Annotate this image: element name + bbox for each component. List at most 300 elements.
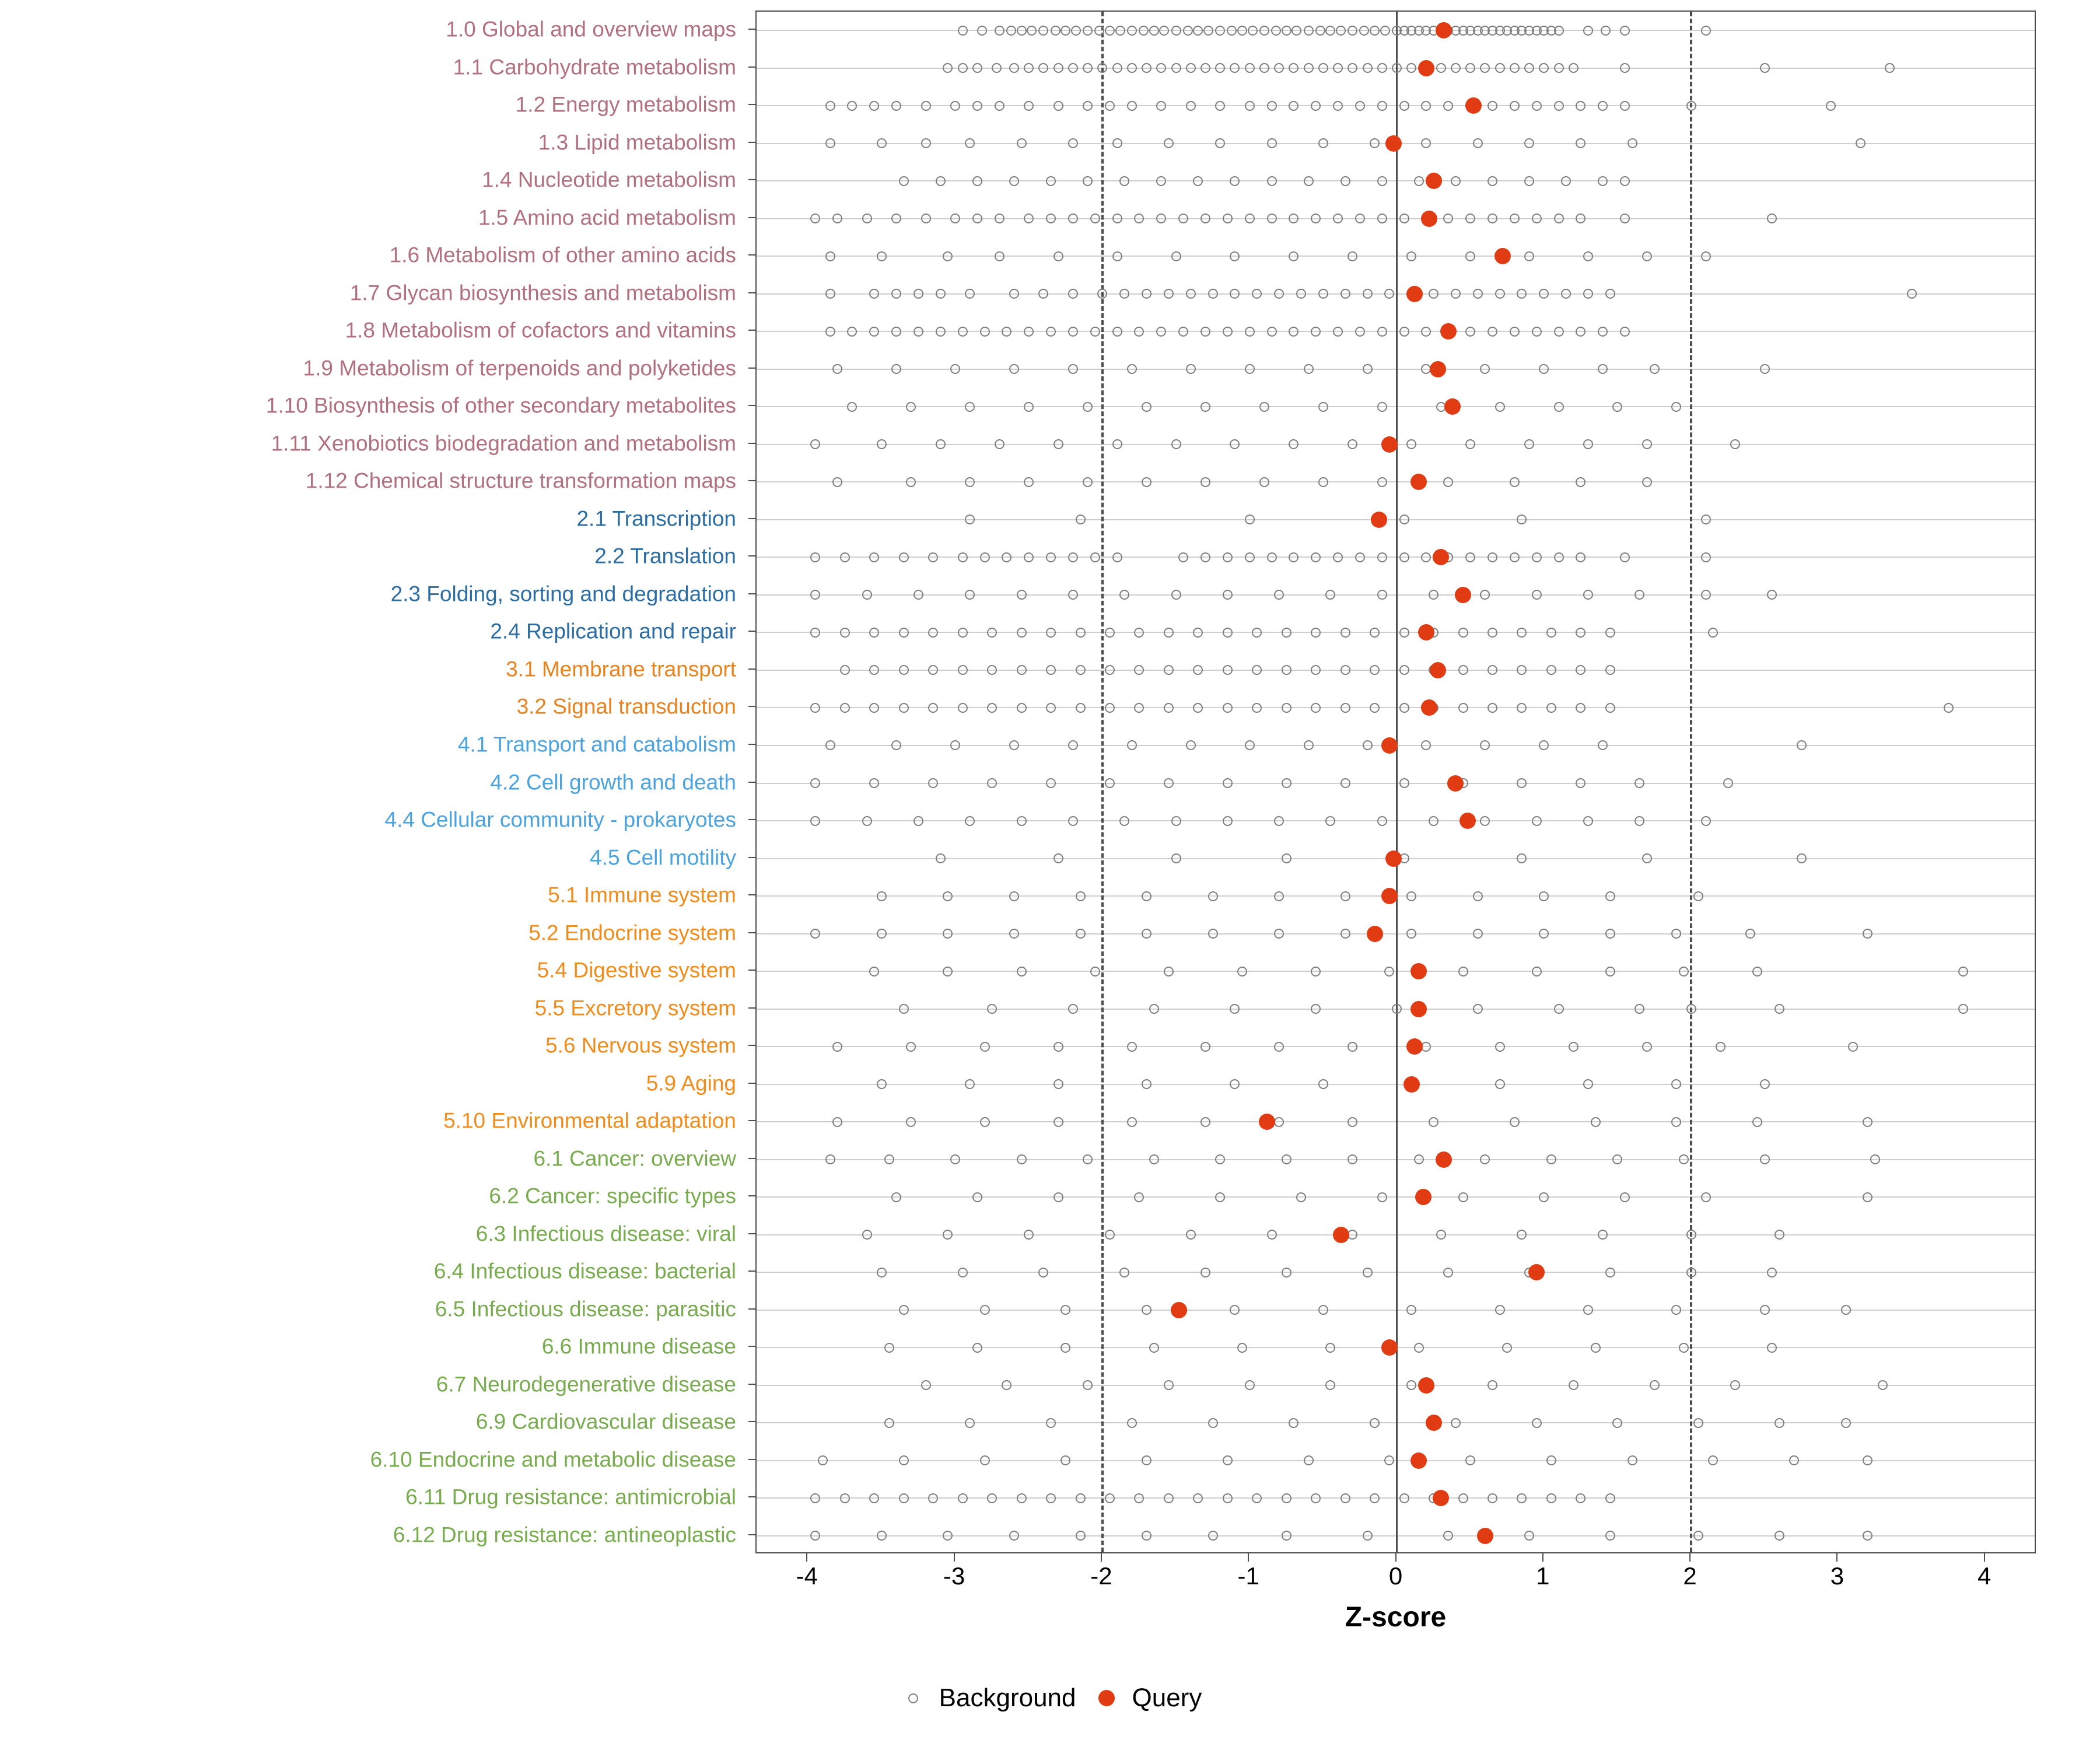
background-point (1142, 1531, 1152, 1541)
background-point (995, 439, 1005, 449)
background-point (891, 740, 901, 750)
background-point (840, 1493, 850, 1503)
background-point (1282, 1268, 1292, 1278)
background-point (1355, 101, 1365, 111)
background-point (1517, 778, 1527, 788)
background-point (1502, 1343, 1512, 1353)
background-point (1517, 514, 1527, 524)
background-point (1510, 63, 1520, 73)
background-point (1532, 816, 1542, 826)
background-point (1068, 289, 1078, 299)
background-point (1127, 26, 1137, 36)
y-tick-mark (748, 668, 755, 670)
background-point (1083, 26, 1093, 36)
background-point (1774, 1004, 1784, 1014)
background-point (1605, 628, 1615, 638)
background-point (1510, 101, 1520, 111)
background-point (1546, 628, 1556, 638)
background-point (1051, 26, 1060, 36)
background-point (1826, 101, 1836, 111)
background-point (1105, 1493, 1115, 1503)
background-point (1311, 214, 1321, 223)
background-point (1068, 63, 1078, 73)
background-point (1017, 138, 1027, 148)
y-tick-mark (748, 1120, 755, 1121)
background-point (1164, 778, 1174, 788)
background-point (1267, 1230, 1277, 1240)
y-tick-mark (748, 518, 755, 519)
background-point (1671, 929, 1681, 939)
background-point (1164, 628, 1174, 638)
y-axis-label: 4.1 Transport and catabolism (457, 732, 736, 757)
background-point (1252, 665, 1262, 675)
background-point (936, 176, 946, 186)
background-point (1392, 1004, 1402, 1014)
background-point (1524, 138, 1534, 148)
background-point (899, 552, 909, 562)
x-tick-label: 2 (1683, 1562, 1697, 1590)
background-point (869, 1493, 879, 1503)
background-point (891, 101, 901, 111)
background-point (1054, 63, 1063, 73)
background-point (943, 1531, 953, 1541)
background-point (1436, 1230, 1446, 1240)
y-tick-mark (748, 593, 755, 594)
query-point (1433, 549, 1449, 565)
background-point (1119, 176, 1129, 186)
background-point (1186, 1230, 1196, 1240)
background-point (1193, 703, 1203, 713)
background-point (1315, 26, 1325, 36)
background-point (869, 327, 879, 337)
background-point (1223, 590, 1233, 600)
background-point (1693, 1418, 1703, 1428)
background-point (1304, 26, 1314, 36)
background-point (1406, 251, 1416, 261)
background-point (862, 214, 872, 223)
background-point (1465, 251, 1475, 261)
background-point (1752, 967, 1762, 977)
background-point (869, 289, 879, 299)
background-point (1006, 26, 1016, 36)
background-point (1127, 740, 1137, 750)
background-point (928, 665, 938, 675)
background-point (1186, 364, 1196, 374)
background-point (1789, 1455, 1799, 1465)
y-axis-label: 3.2 Signal transduction (516, 694, 736, 719)
background-point (1325, 26, 1335, 36)
y-axis-label: 2.2 Translation (594, 544, 736, 568)
background-point (1760, 1079, 1770, 1089)
background-point (1282, 628, 1292, 638)
background-point (1245, 552, 1255, 562)
background-point (1532, 590, 1542, 600)
legend-item-query (1091, 1683, 1202, 1713)
background-point (1576, 138, 1586, 148)
background-point (1208, 289, 1218, 299)
background-point (1046, 327, 1056, 337)
background-point (1200, 214, 1210, 223)
background-point (869, 101, 879, 111)
y-axis-label: 1.12 Chemical structure transformation maps (305, 468, 736, 493)
background-point (987, 665, 997, 675)
background-point (899, 176, 909, 186)
background-point (1318, 138, 1328, 148)
background-point (921, 138, 931, 148)
background-point (1282, 703, 1292, 713)
background-point (1112, 439, 1122, 449)
background-point (1127, 1117, 1137, 1127)
y-axis-label: 1.10 Biosynthesis of other secondary metabolites (265, 393, 736, 418)
background-point (1215, 138, 1225, 148)
background-point (1488, 703, 1497, 713)
background-point (810, 1531, 820, 1541)
background-point (1142, 929, 1152, 939)
background-point (1532, 214, 1542, 223)
background-point (877, 1079, 887, 1089)
background-point (1171, 590, 1181, 600)
background-point (1336, 26, 1346, 36)
y-tick-mark (748, 1045, 755, 1046)
background-point (1200, 1042, 1210, 1052)
background-point (1208, 1418, 1218, 1428)
background-point (1009, 929, 1019, 939)
background-point (1046, 1493, 1056, 1503)
query-point (1430, 361, 1446, 377)
background-point (1583, 26, 1593, 36)
background-point (1421, 101, 1431, 111)
background-point (1318, 1305, 1328, 1315)
background-point (1171, 26, 1181, 36)
background-point (1311, 665, 1321, 675)
x-tick-mark (1248, 1553, 1249, 1562)
background-point (1054, 853, 1063, 863)
background-point (950, 1154, 960, 1164)
background-point (1119, 590, 1129, 600)
background-point (1017, 967, 1027, 977)
background-point (1245, 740, 1255, 750)
y-axis-label: 6.11 Drug resistance: antimicrobial (405, 1485, 736, 1509)
background-point (1569, 1380, 1578, 1390)
background-point (1524, 176, 1534, 186)
background-point (1841, 1418, 1851, 1428)
background-point (958, 63, 968, 73)
background-point (958, 628, 968, 638)
background-point (847, 402, 857, 412)
query-point (1418, 1377, 1434, 1394)
background-point (869, 628, 879, 638)
background-point (1274, 1117, 1284, 1127)
background-point (1605, 1531, 1615, 1541)
background-point (1134, 1192, 1144, 1202)
background-point (1237, 967, 1247, 977)
background-point (1384, 289, 1394, 299)
y-tick-mark (748, 292, 755, 293)
background-point (972, 176, 982, 186)
y-axis-label: 6.5 Infectious disease: parasitic (435, 1297, 736, 1321)
background-point (1097, 289, 1107, 299)
background-point (1723, 778, 1733, 788)
background-point (832, 477, 842, 487)
background-point (958, 1268, 968, 1278)
background-point (869, 778, 879, 788)
background-point (1517, 853, 1527, 863)
background-point (1458, 1493, 1468, 1503)
background-point (1686, 1268, 1696, 1278)
y-tick-mark (748, 631, 755, 632)
background-point (899, 1305, 909, 1315)
background-point (1178, 552, 1188, 562)
background-point (972, 1343, 982, 1353)
query-point (1171, 1302, 1187, 1318)
background-point (1554, 1004, 1564, 1014)
background-point (1701, 1192, 1711, 1202)
x-axis-ticks (755, 1553, 2036, 1594)
background-point (1642, 853, 1652, 863)
background-point (1134, 1493, 1144, 1503)
y-axis-label: 5.6 Nervous system (545, 1033, 736, 1058)
background-point (1620, 1192, 1630, 1202)
background-point (862, 1230, 872, 1240)
background-point (995, 101, 1005, 111)
background-point (1377, 477, 1387, 487)
background-point (1076, 665, 1086, 675)
background-point (1282, 853, 1292, 863)
background-point (1311, 101, 1321, 111)
background-point (1193, 665, 1203, 675)
background-point (914, 816, 923, 826)
query-point (1381, 888, 1398, 904)
background-point (1105, 628, 1115, 638)
background-point (1752, 1117, 1762, 1127)
background-point (1200, 327, 1210, 337)
background-point (936, 289, 946, 299)
background-point (1230, 251, 1240, 261)
background-point (1046, 214, 1056, 223)
background-point (1546, 1154, 1556, 1164)
y-tick-mark (748, 857, 755, 858)
background-point (877, 1268, 887, 1278)
y-tick-mark (748, 1421, 755, 1422)
background-point (943, 1230, 953, 1240)
background-point (1024, 327, 1034, 337)
background-point (1863, 1192, 1873, 1202)
background-point (1164, 138, 1174, 148)
background-point (1605, 891, 1615, 901)
background-point (1885, 63, 1895, 73)
background-point (869, 665, 879, 675)
background-point (1406, 929, 1416, 939)
background-point (1473, 289, 1483, 299)
background-point (1944, 703, 1954, 713)
background-point (1090, 967, 1100, 977)
background-point (1024, 477, 1034, 487)
y-tick-mark (748, 179, 755, 180)
background-point (1282, 778, 1292, 788)
y-axis-label: 4.4 Cellular community - prokaryotes (384, 807, 736, 832)
background-point (1480, 590, 1490, 600)
background-point (1406, 891, 1416, 901)
background-point (869, 703, 879, 713)
background-point (1524, 1531, 1534, 1541)
background-point (1488, 327, 1497, 337)
background-point (1139, 26, 1149, 36)
background-point (1223, 816, 1233, 826)
background-point (1583, 439, 1593, 449)
query-point (1430, 662, 1446, 678)
background-point (1164, 1380, 1174, 1390)
background-point (1693, 891, 1703, 901)
x-tick-label: 3 (1830, 1562, 1845, 1590)
background-point (1208, 929, 1218, 939)
background-point (832, 1117, 842, 1127)
background-point (1318, 402, 1328, 412)
background-point (1076, 628, 1086, 638)
background-point (1223, 1455, 1233, 1465)
background-point (1495, 289, 1505, 299)
background-point (1325, 816, 1335, 826)
background-point (1024, 101, 1034, 111)
background-point (1340, 703, 1350, 713)
background-point (1863, 929, 1873, 939)
background-point (1017, 26, 1027, 36)
background-point (1009, 289, 1019, 299)
y-axis-label: 5.5 Excretory system (534, 996, 736, 1020)
reference-line-threshold (1690, 12, 1692, 1552)
background-point (847, 101, 857, 111)
background-point (1142, 63, 1152, 73)
background-point (972, 1192, 982, 1202)
query-point (1333, 1227, 1349, 1243)
background-point (1495, 1079, 1505, 1089)
y-axis-label: 5.9 Aging (646, 1071, 736, 1096)
background-point (1488, 1493, 1497, 1503)
background-point (1127, 63, 1137, 73)
background-point (1090, 552, 1100, 562)
background-point (1068, 740, 1078, 750)
background-point (914, 327, 923, 337)
query-point (1421, 211, 1437, 227)
background-point (1701, 590, 1711, 600)
background-point (1532, 1418, 1542, 1428)
background-point (825, 1154, 835, 1164)
x-axis-title: Z-score (1345, 1602, 1447, 1633)
background-point (1002, 552, 1012, 562)
background-point (1333, 327, 1343, 337)
background-point (1164, 967, 1174, 977)
background-point (1620, 327, 1630, 337)
query-point (1528, 1264, 1545, 1280)
background-point (958, 703, 968, 713)
background-point (1156, 101, 1166, 111)
background-point (1605, 1493, 1615, 1503)
x-tick-mark (1542, 1553, 1544, 1562)
background-point (1200, 1117, 1210, 1127)
background-point (980, 1305, 990, 1315)
background-point (1248, 26, 1258, 36)
reference-line-threshold (1101, 12, 1104, 1552)
background-point (1340, 665, 1350, 675)
background-point (1017, 1154, 1027, 1164)
background-point (1200, 63, 1210, 73)
query-point (1455, 587, 1471, 603)
background-point (1767, 214, 1777, 223)
background-point (1159, 26, 1169, 36)
background-point (1480, 63, 1490, 73)
background-point (1878, 1380, 1888, 1390)
plot-area (755, 10, 2036, 1553)
y-tick-mark (748, 1384, 755, 1385)
background-point (1421, 740, 1431, 750)
background-point (1480, 740, 1490, 750)
background-point (1105, 665, 1115, 675)
background-point (1054, 1192, 1063, 1202)
background-point (1480, 1154, 1490, 1164)
query-point (1410, 474, 1427, 490)
background-point (1134, 665, 1144, 675)
background-point (1377, 552, 1387, 562)
background-point (1068, 1004, 1078, 1014)
background-point (1223, 628, 1233, 638)
y-axis-label: 6.1 Cancer: overview (533, 1146, 736, 1171)
background-point (862, 590, 872, 600)
background-point (1060, 1305, 1070, 1315)
background-point (1429, 289, 1438, 299)
background-point (1193, 628, 1203, 638)
background-point (1223, 778, 1233, 788)
background-point (1009, 364, 1019, 374)
background-point (825, 327, 835, 337)
background-point (1024, 214, 1034, 223)
background-point (1591, 1343, 1601, 1353)
background-point (1046, 778, 1056, 788)
background-point (1076, 929, 1086, 939)
background-point (891, 364, 901, 374)
background-point (1060, 26, 1070, 36)
background-point (950, 214, 960, 223)
background-point (840, 703, 850, 713)
background-point (1634, 816, 1644, 826)
y-tick-mark (748, 104, 755, 105)
background-point (1473, 1004, 1483, 1014)
background-point (1488, 214, 1497, 223)
background-point (1289, 214, 1298, 223)
background-point (943, 891, 953, 901)
background-point (906, 477, 916, 487)
background-point (1671, 1079, 1681, 1089)
background-point (943, 929, 953, 939)
background-point (1363, 63, 1373, 73)
background-point (1359, 26, 1369, 36)
background-point (1451, 289, 1461, 299)
background-point (1458, 665, 1468, 675)
background-point (1510, 1117, 1520, 1127)
background-point (1142, 1079, 1152, 1089)
background-point (1296, 1192, 1306, 1202)
background-point (810, 816, 820, 826)
background-point (1282, 1531, 1292, 1541)
background-point (840, 628, 850, 638)
background-point (810, 552, 820, 562)
background-point (810, 590, 820, 600)
background-point (1488, 1380, 1497, 1390)
background-point (884, 1154, 894, 1164)
background-point (1701, 514, 1711, 524)
background-point (1370, 1493, 1380, 1503)
background-point (1760, 63, 1770, 73)
background-point (1245, 1380, 1255, 1390)
background-point (825, 289, 835, 299)
